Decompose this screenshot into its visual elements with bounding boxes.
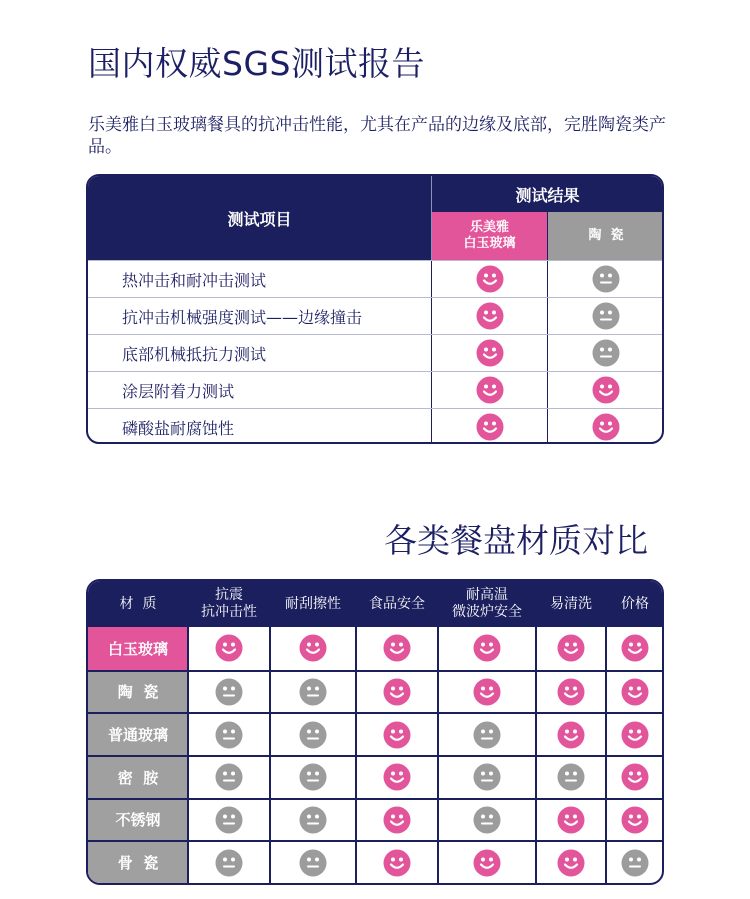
test-item-label: 涂层附着力测试 (122, 381, 235, 401)
smiley-face-icon (476, 265, 504, 293)
table-row (88, 297, 662, 334)
rating-cell (270, 842, 356, 883)
rating-cell (270, 757, 356, 798)
material-label: 不锈钢 (88, 800, 188, 841)
neutral-face-icon (473, 721, 501, 749)
col-ceramic: 陶 瓷 (548, 212, 664, 260)
smiley-face-icon (621, 806, 649, 834)
rating-cell (536, 627, 606, 670)
neutral-face-icon (215, 678, 243, 706)
result-jade-glass (432, 372, 547, 408)
column-divider (269, 581, 271, 883)
result-ceramic (548, 335, 664, 371)
smiley-face-icon (621, 763, 649, 791)
neutral-face-icon (215, 721, 243, 749)
test-item-label: 热冲击和耐冲击测试 (122, 270, 267, 290)
table-row (88, 334, 662, 371)
smiley-face-icon (383, 721, 411, 749)
result-ceramic (548, 372, 664, 408)
material-label: 骨 瓷 (88, 842, 188, 883)
neutral-face-icon (473, 806, 501, 834)
smiley-face-icon (476, 376, 504, 404)
neutral-face-icon (299, 721, 327, 749)
neutral-face-icon (557, 763, 585, 791)
rating-cell (536, 714, 606, 755)
result-ceramic (548, 409, 664, 444)
smiley-face-icon (473, 678, 501, 706)
rating-cell (270, 627, 356, 670)
material-comparison-table (86, 579, 664, 885)
rating-cell (188, 672, 270, 713)
header-shock-resistance: 抗震 抗冲击性 (201, 587, 257, 620)
smiley-face-icon (215, 634, 243, 662)
neutral-face-icon (592, 265, 620, 293)
smiley-face-icon (383, 763, 411, 791)
rating-cell (606, 714, 664, 755)
rating-cell (438, 842, 536, 883)
smiley-face-icon (299, 634, 327, 662)
header-material: 材 质 (119, 595, 157, 612)
test-item-label: 抗冲击机械强度测试——边缘撞击 (122, 307, 363, 327)
neutral-face-icon (592, 339, 620, 367)
table-row (88, 670, 662, 713)
smiley-face-icon (383, 678, 411, 706)
neutral-face-icon (621, 849, 649, 877)
rating-cell (438, 627, 536, 670)
column-divider (355, 581, 357, 883)
rating-cell (270, 714, 356, 755)
header-easy-clean: 易清洗 (550, 595, 592, 612)
smiley-face-icon (383, 634, 411, 662)
result-jade-glass (432, 261, 547, 297)
smiley-face-icon (473, 849, 501, 877)
result-jade-glass (432, 409, 547, 444)
neutral-face-icon (592, 302, 620, 330)
header-heat-microwave-safe: 耐高温 微波炉安全 (452, 587, 522, 620)
sgs-test-table (86, 174, 664, 444)
col-test-result: 测试结果 (515, 185, 580, 205)
table-row (88, 712, 662, 755)
rating-cell (606, 800, 664, 841)
smiley-face-icon (621, 634, 649, 662)
rating-cell (536, 672, 606, 713)
rating-cell (188, 800, 270, 841)
rating-cell (438, 800, 536, 841)
rating-cell (188, 757, 270, 798)
rating-cell (356, 800, 438, 841)
table-row (88, 408, 662, 444)
rating-cell (356, 627, 438, 670)
header-scratch-resistance: 耐刮擦性 (285, 595, 341, 612)
rating-cell (536, 842, 606, 883)
column-divider (605, 581, 607, 883)
smiley-face-icon (557, 721, 585, 749)
result-ceramic (548, 261, 664, 297)
header-price: 价格 (621, 595, 649, 612)
smiley-face-icon (473, 634, 501, 662)
smiley-face-icon (621, 678, 649, 706)
rating-cell (606, 672, 664, 713)
smiley-face-icon (557, 634, 585, 662)
rating-cell (536, 800, 606, 841)
neutral-face-icon (215, 806, 243, 834)
table-header (88, 581, 662, 627)
rating-cell (188, 714, 270, 755)
result-jade-glass (432, 335, 547, 371)
result-jade-glass (432, 298, 547, 334)
header-food-safety: 食品安全 (369, 595, 425, 612)
rating-cell (438, 714, 536, 755)
rating-cell (356, 714, 438, 755)
material-label: 普通玻璃 (88, 714, 188, 755)
neutral-face-icon (299, 849, 327, 877)
smiley-face-icon (557, 849, 585, 877)
neutral-face-icon (299, 763, 327, 791)
col-test-item: 测试项目 (227, 209, 292, 229)
test-item-label: 磷酸盐耐腐蚀性 (122, 418, 235, 438)
rating-cell (356, 757, 438, 798)
column-divider (187, 581, 189, 883)
smiley-face-icon (592, 413, 620, 441)
smiley-face-icon (476, 413, 504, 441)
col-lemeiya-jade-glass: 乐美雅 白玉玻璃 (432, 212, 547, 260)
rating-cell (356, 842, 438, 883)
smiley-face-icon (557, 806, 585, 834)
table-row (88, 627, 662, 670)
result-ceramic (548, 298, 664, 334)
smiley-face-icon (476, 339, 504, 367)
test-item-label: 底部机械抵抗力测试 (122, 344, 267, 364)
section1-description: 乐美雅白玉玻璃餐具的抗冲击性能，尤其在产品的边缘及底部，完胜陶瓷类产品。 (88, 115, 666, 157)
neutral-face-icon (215, 849, 243, 877)
rating-cell (606, 757, 664, 798)
smiley-face-icon (592, 376, 620, 404)
table-row (88, 260, 662, 297)
table-row (88, 840, 662, 883)
material-label: 白玉玻璃 (88, 627, 188, 670)
smiley-face-icon (621, 721, 649, 749)
section2-title: 各类餐盘材质对比 (384, 521, 648, 560)
section1-title: 国内权威SGS测试报告 (88, 44, 425, 83)
rating-cell (438, 757, 536, 798)
table-row (88, 755, 662, 798)
rating-cell (270, 672, 356, 713)
rating-cell (606, 842, 664, 883)
neutral-face-icon (299, 678, 327, 706)
rating-cell (188, 627, 270, 670)
column-divider (437, 581, 439, 883)
rating-cell (356, 672, 438, 713)
rating-cell (536, 757, 606, 798)
smiley-face-icon (383, 806, 411, 834)
neutral-face-icon (215, 763, 243, 791)
neutral-face-icon (299, 806, 327, 834)
table-row (88, 371, 662, 408)
neutral-face-icon (473, 763, 501, 791)
smiley-face-icon (476, 302, 504, 330)
rating-cell (606, 627, 664, 670)
smiley-face-icon (383, 849, 411, 877)
table-row (88, 798, 662, 841)
rating-cell (270, 800, 356, 841)
material-label: 陶 瓷 (88, 672, 188, 713)
smiley-face-icon (557, 678, 585, 706)
rating-cell (438, 672, 536, 713)
column-divider (535, 581, 537, 883)
rating-cell (188, 842, 270, 883)
material-label: 密 胺 (88, 757, 188, 798)
